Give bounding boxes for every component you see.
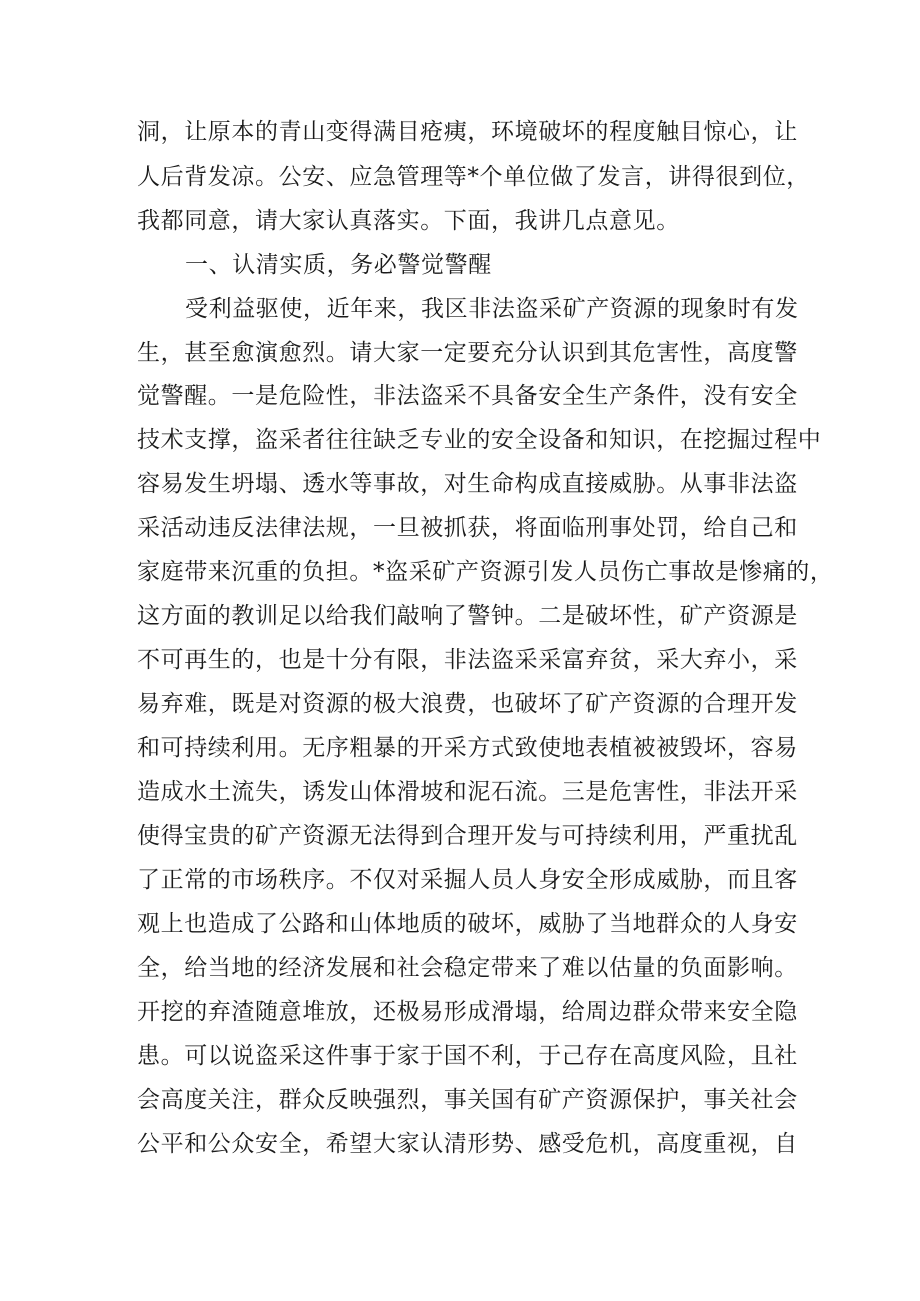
text-line: 家庭带来沉重的负担。*盗采矿产资源引发人员伤亡事故是惨痛的， — [137, 559, 834, 585]
text-line: 公平和公众安全，希望大家认清形势、感受危机，高度重视，自 — [137, 1131, 798, 1157]
section-heading: 一、认清实质，务必警觉警醒 — [185, 252, 492, 278]
text-line: 觉警醒。一是危险性，非法盗采不具备安全生产条件，没有安全 — [137, 383, 798, 409]
text-line: 开挖的弃渣随意堆放，还极易形成滑塌，给周边群众带来安全隐 — [137, 999, 798, 1025]
text-line: 不可再生的，也是十分有限，非法盗采采富弃贫，采大弃小，采 — [137, 647, 798, 673]
text-line: 造成水土流失，诱发山体滑坡和泥石流。三是危害性，非法开采 — [137, 779, 798, 805]
text-line: 了正常的市场秩序。不仅对采掘人员人身安全形成威胁，而且客 — [137, 867, 798, 893]
text-line: 患。可以说盗采这件事于家于国不利，于己存在高度风险，且社 — [137, 1043, 798, 1069]
text-line: 观上也造成了公路和山体地质的破坏，威胁了当地群众的人身安 — [137, 911, 798, 937]
text-line: 容易发生坍塌、透水等事故，对生命构成直接威胁。从事非法盗 — [137, 471, 798, 497]
text-line: 使得宝贵的矿产资源无法得到合理开发与可持续利用，严重扰乱 — [137, 823, 798, 849]
text-line: 受利益驱使，近年来，我区非法盗采矿产资源的现象时有发 — [185, 296, 799, 322]
text-line: 洞，让原本的青山变得满目疮痍，环境破坏的程度触目惊心，让 — [137, 119, 798, 145]
text-line: 这方面的教训足以给我们敲响了警钟。二是破坏性，矿产资源是 — [137, 603, 798, 629]
text-line: 全，给当地的经济发展和社会稳定带来了难以估量的负面影响。 — [137, 955, 798, 981]
text-line: 易弃难，既是对资源的极大浪费，也破坏了矿产资源的合理开发 — [137, 691, 798, 717]
text-line: 采活动违反法律法规，一旦被抓获，将面临刑事处罚，给自己和 — [137, 515, 798, 541]
text-line: 生，甚至愈演愈烈。请大家一定要充分认识到其危害性，高度警 — [137, 340, 798, 366]
text-line: 我都同意，请大家认真落实。下面，我讲几点意见。 — [137, 208, 680, 234]
text-line: 人后背发凉。公安、应急管理等*个单位做了发言，讲得很到位， — [137, 164, 810, 190]
text-line: 会高度关注，群众反映强烈，事关国有矿产资源保护，事关社会 — [137, 1087, 798, 1113]
text-line: 技术支撑，盗采者往往缺乏专业的安全设备和知识，在挖掘过程中 — [137, 427, 822, 453]
text-line: 和可持续利用。无序粗暴的开采方式致使地表植被被毁坏，容易 — [137, 735, 798, 761]
